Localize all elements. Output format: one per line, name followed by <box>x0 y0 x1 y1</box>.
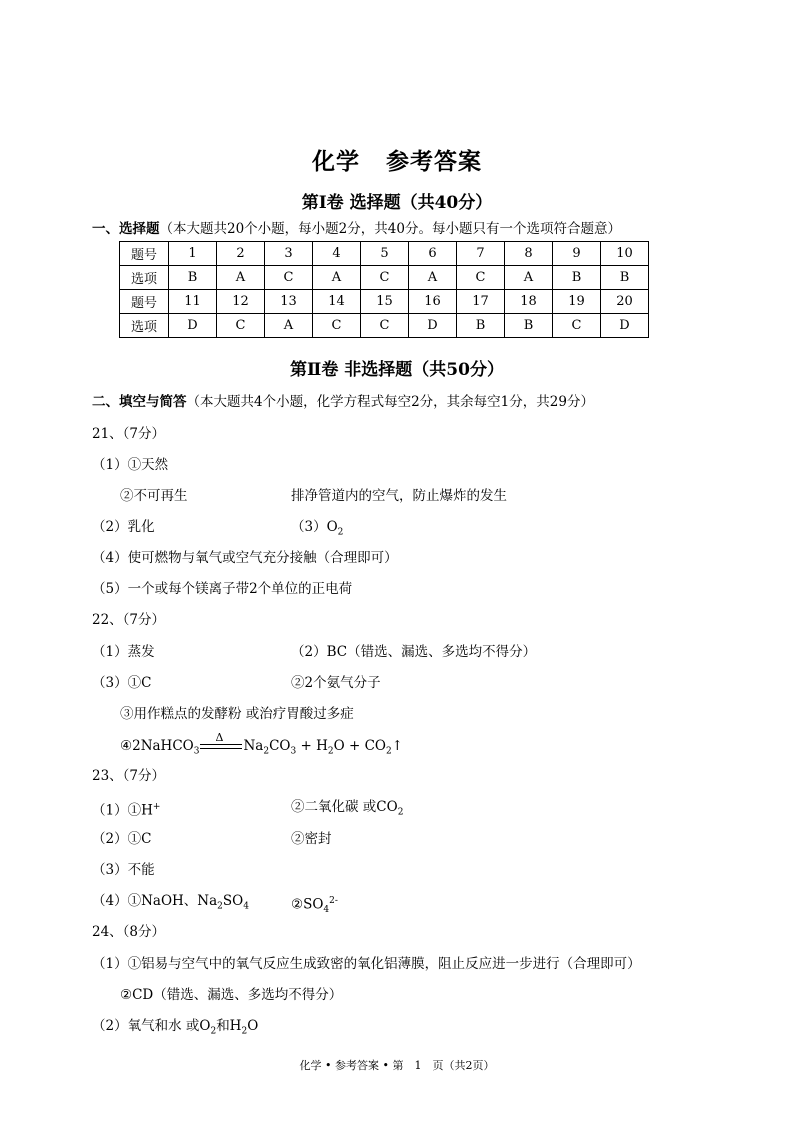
answer-table-cell: 7 <box>457 242 505 266</box>
answer-table-cell: 3 <box>265 242 313 266</box>
q21-line2b: 排净管道内的空气，防止爆炸的发生 <box>291 488 507 504</box>
answer-table-cell: C <box>217 314 265 338</box>
answer-table-cell: 13 <box>265 290 313 314</box>
answer-table-cell: A <box>505 266 553 290</box>
answer-table-cell: A <box>409 266 457 290</box>
q23-line1b: ②二氧化碳 或$CO_2$ <box>291 799 404 818</box>
q22-line1a: （1）蒸发 <box>92 644 155 660</box>
answer-table-cell: B <box>457 314 505 338</box>
q23-line4b: $②SO_4^{2-}$ <box>291 896 338 916</box>
section1-title <box>92 220 621 238</box>
q21-line2a: ②不可再生 <box>120 488 188 504</box>
part2-heading: 第Ⅱ卷 非选择题（共50分） <box>290 360 504 380</box>
answer-table-cell: 6 <box>409 242 457 266</box>
title-answer: 参考答案 <box>386 148 482 175</box>
answer-table-cell: 15 <box>361 290 409 314</box>
answer-table-cell: B <box>505 314 553 338</box>
page-footer: 化学 • 参考答案 • 第 1 页（共2页） <box>299 1059 495 1072</box>
heating-equals-sign: Δ <box>200 742 242 752</box>
q22-line1b: （2）BC（错选、漏选、多选均不得分） <box>291 644 537 660</box>
q22-line2b: ②2个氨气分子 <box>291 675 381 691</box>
q23-line2b: ②密封 <box>291 831 332 847</box>
answer-table-cell: 11 <box>169 290 217 314</box>
answer-table-cell: 14 <box>313 290 361 314</box>
answer-table-header-cell: 选项 <box>120 266 169 290</box>
answer-table-cell: B <box>553 266 601 290</box>
answer-table-cell: C <box>361 314 409 338</box>
answer-table-row <box>120 314 649 338</box>
answer-table-cell: A <box>265 314 313 338</box>
section2-label: 二、填空与简答 <box>92 394 187 410</box>
q21-line4: （4）使可燃物与氧气或空气充分接触（合理即可） <box>92 550 398 566</box>
section2-note: （本大题共4个小题，化学方程式每空2分，其余每空1分，共29分） <box>186 394 594 410</box>
answer-table-header-cell: 题号 <box>120 290 169 314</box>
answer-table-cell: D <box>409 314 457 338</box>
answer-table-cell: A <box>217 266 265 290</box>
q22-head: 22、（7分） <box>92 612 166 628</box>
answer-table-cell: 9 <box>553 242 601 266</box>
answer-table-header-cell: 题号 <box>120 242 169 266</box>
q22-equation: ④2NaHCO$_3$ Δ $Na_2CO_3 + H_2O$ + $CO_2↑$ <box>120 730 404 757</box>
q23-line2a: （2）①C <box>92 831 152 847</box>
answer-table-cell: D <box>601 314 649 338</box>
answer-table-cell: 18 <box>505 290 553 314</box>
answer-table-cell: 8 <box>505 242 553 266</box>
answer-table-cell: 17 <box>457 290 505 314</box>
answer-table-cell: 2 <box>217 242 265 266</box>
q22-line3: ③用作糕点的发酵粉 或治疗胃酸过多症 <box>120 706 354 722</box>
q24-line2: ②CD（错选、漏选、多选均不得分） <box>120 987 343 1003</box>
answer-table-row <box>120 266 649 290</box>
answer-table-cell: C <box>265 266 313 290</box>
q21-line5: （5）一个或每个镁离子带2个单位的正电荷 <box>92 581 353 597</box>
answer-table-cell: 1 <box>169 242 217 266</box>
answer-table-cell: 20 <box>601 290 649 314</box>
q21-line3a: （2）乳化 <box>92 519 155 535</box>
answer-table-cell: 4 <box>313 242 361 266</box>
q23-line1a: （1）①H+ <box>92 802 161 819</box>
q24-head: 24、（8分） <box>92 924 166 940</box>
answer-table <box>119 241 649 338</box>
answer-table-cell: B <box>169 266 217 290</box>
section1-note: （本大题共20个小题，每小题2分，共40分。每小题只有一个选项符合题意） <box>159 221 621 237</box>
q21-line1: （1）①天然 <box>92 457 169 473</box>
answer-table-cell: A <box>313 266 361 290</box>
answer-table-cell: 5 <box>361 242 409 266</box>
q21-head: 21、（7分） <box>92 426 166 442</box>
part1-heading: 第Ⅰ卷 选择题（共40分） <box>301 193 493 213</box>
answer-table-cell: 10 <box>601 242 649 266</box>
section2-title <box>92 393 594 411</box>
q24-line3: （2）氧气和水 或$O_2$和$H_2O$ <box>92 1018 259 1037</box>
q22-line2a: （3）①C <box>92 675 152 691</box>
q23-head: 23、（7分） <box>92 768 166 784</box>
answer-table-cell: C <box>361 266 409 290</box>
section1-label: 一、选择题 <box>92 221 160 237</box>
answer-table-cell: C <box>457 266 505 290</box>
q23-line4a: （4）①NaOH、$Na_2SO_4$ <box>92 893 249 912</box>
page-title <box>0 143 794 176</box>
answer-table-cell: B <box>601 266 649 290</box>
q24-line1: （1）①铝易与空气中的氧气反应生成致密的氧化铝薄膜，阻止反应进一步进行（合理即可） <box>92 956 641 972</box>
answer-table-row <box>120 290 649 314</box>
answer-table-cell: 12 <box>217 290 265 314</box>
answer-table-cell: D <box>169 314 217 338</box>
answer-table-cell: C <box>313 314 361 338</box>
answer-table-header-cell: 选项 <box>120 314 169 338</box>
answer-table-cell: C <box>553 314 601 338</box>
q21-line3b: $(3)O_2$ <box>291 519 344 538</box>
answer-table-cell: 19 <box>553 290 601 314</box>
title-subject: 化学 <box>312 148 360 175</box>
q23-line3: （3）不能 <box>92 862 155 878</box>
answer-table-row <box>120 242 649 266</box>
answer-table-cell: 16 <box>409 290 457 314</box>
